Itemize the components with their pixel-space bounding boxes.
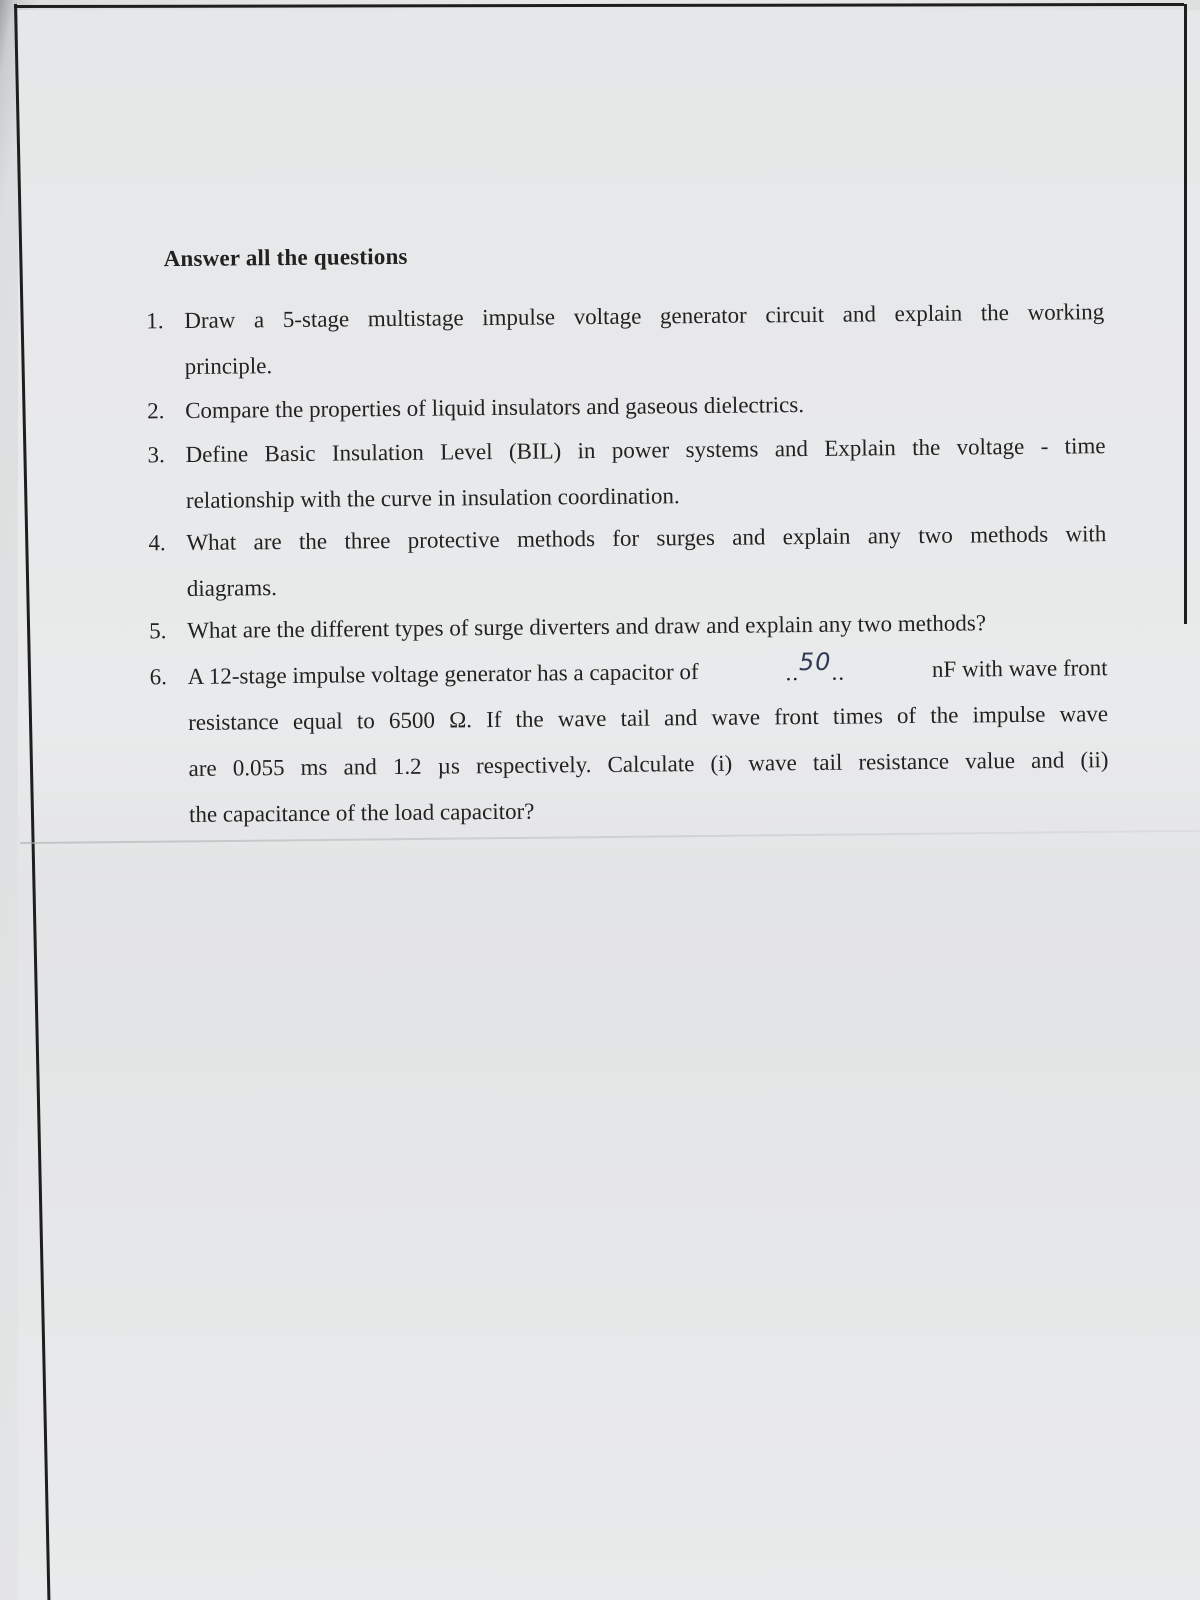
question-number: 1. bbox=[146, 308, 164, 334]
question-6 bbox=[149, 647, 1110, 827]
question-number: 5. bbox=[149, 618, 167, 644]
question-text-line: diagrams. bbox=[186, 575, 278, 601]
question-number: 4. bbox=[148, 530, 166, 556]
question-number: 3. bbox=[147, 442, 165, 468]
page-title: Answer all the questions bbox=[163, 243, 408, 272]
question-text-line: principle. bbox=[184, 353, 273, 379]
question-5 bbox=[149, 609, 1109, 644]
question-text-line: Define Basic Insulation Level (BIL) in power systems and Explain the voltage - time bbox=[185, 433, 1106, 467]
question-3 bbox=[147, 433, 1107, 513]
question-4 bbox=[148, 521, 1108, 601]
question-text-line: Compare the properties of liquid insulators and gaseous dielectrics. bbox=[185, 392, 805, 423]
question-text-line: resistance equal to 6500 Ω. If the wave tail and wave front times of the impulse wave bbox=[187, 701, 1109, 735]
question-text-line bbox=[187, 647, 1108, 692]
question-number: 6. bbox=[149, 664, 168, 690]
question-text-after-blank: nF with wave front bbox=[931, 655, 1108, 682]
question-2 bbox=[147, 389, 1107, 424]
question-text-line: relationship with the curve in insulation coordination. bbox=[185, 483, 680, 513]
blank-dots-right: .. bbox=[831, 659, 846, 685]
question-text-line: Draw a 5-stage multistage impulse voltage generator circuit and explain the working bbox=[184, 299, 1105, 333]
question-text-line: What are the three protective methods for surges and explain any two methods with bbox=[186, 521, 1107, 555]
question-text-line: are 0.055 ms and 1.2 µs respectively. Calculate (i) wave tail resistance value and (ii) bbox=[188, 747, 1109, 781]
question-text-before-blank: A 12-stage impulse voltage generator has a capacitor of bbox=[187, 659, 699, 689]
question-text-line: What are the different types of surge diverters and draw and explain any two methods? bbox=[187, 610, 987, 643]
question-1 bbox=[146, 299, 1106, 379]
blank-dots-left: .. bbox=[785, 660, 800, 686]
question-number: 2. bbox=[147, 398, 165, 424]
handwritten-value: 50 bbox=[798, 647, 832, 677]
fill-in-blank bbox=[785, 647, 846, 687]
question-text-line: the capacitance of the load capacitor? bbox=[188, 798, 535, 827]
